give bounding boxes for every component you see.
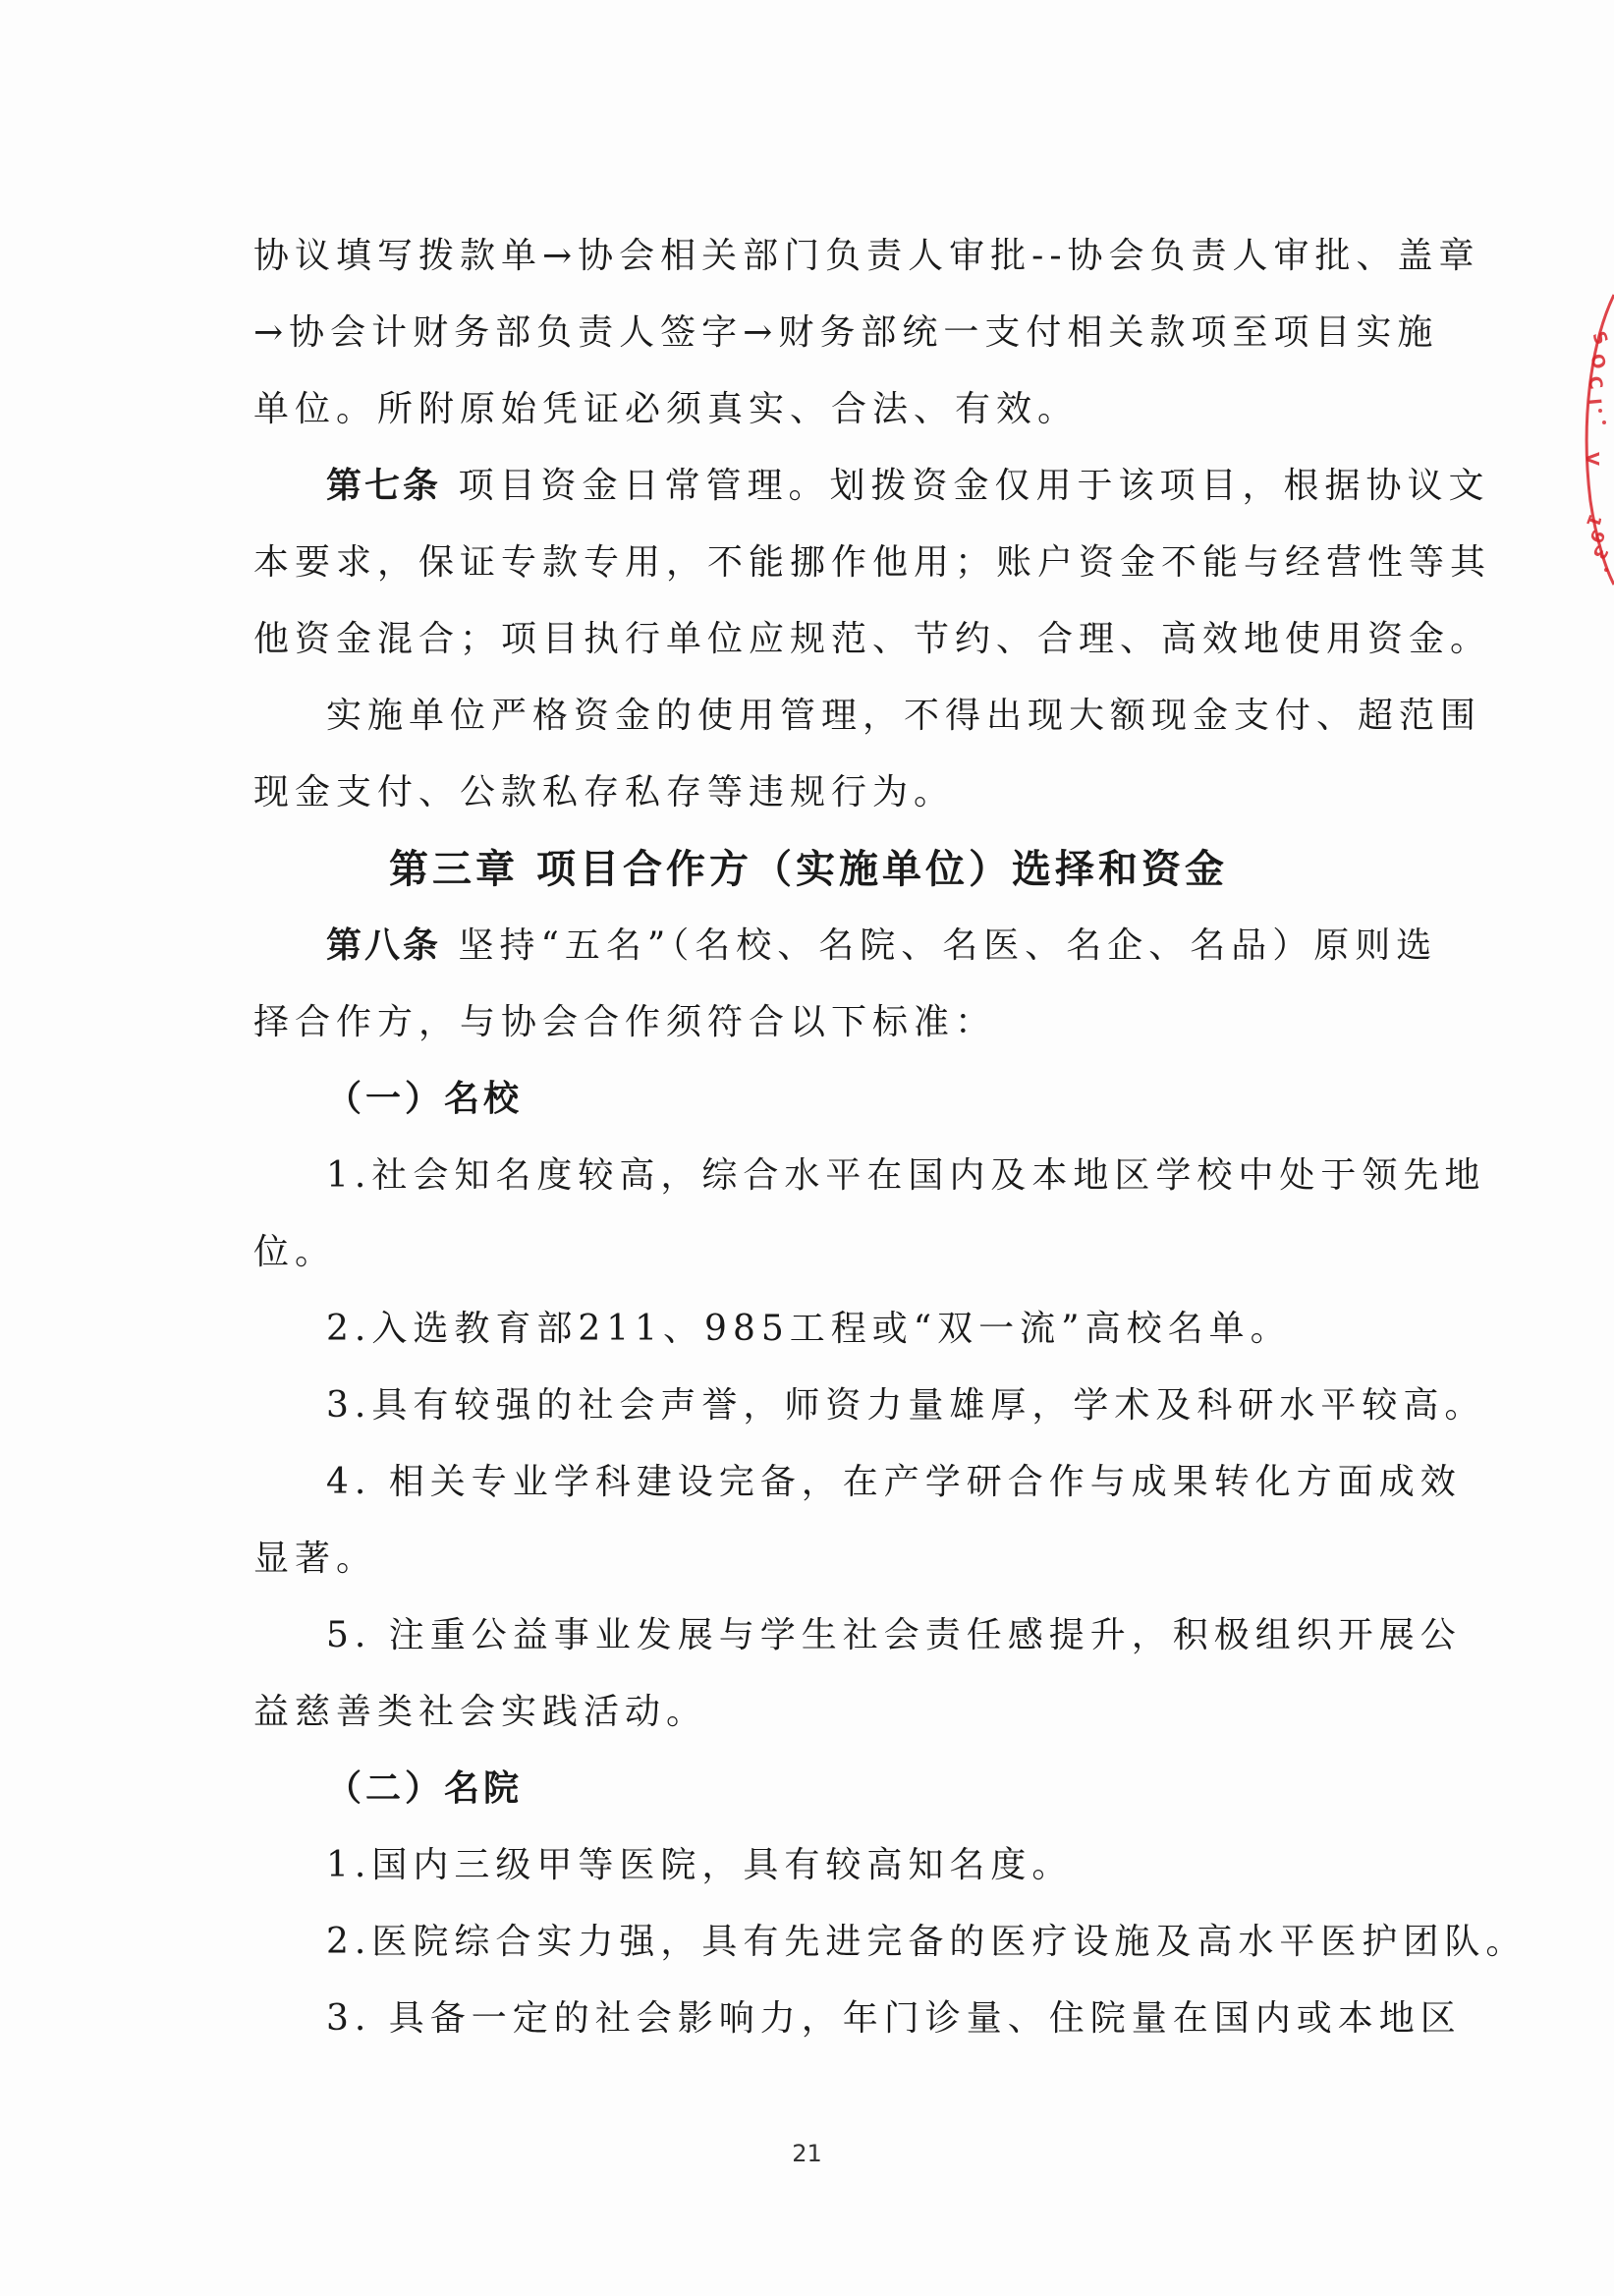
article-7-line-2: 本要求，保证专款专用，不能挪作他用；账户资金不能与经营性等其: [253, 542, 1492, 583]
svg-text:9: 9: [1585, 526, 1609, 547]
article-8-line-2: 择合作方，与协会合作须符合以下标准：: [253, 1002, 997, 1042]
article-8-label: 第八条: [326, 925, 442, 966]
section-famous-schools-heading: （一）名校: [326, 1079, 524, 1119]
school-item-1-line-2: 位。: [253, 1232, 337, 1272]
school-item-4-line-2: 显著。: [253, 1539, 378, 1579]
hospital-item-1: 1.国内三级甲等医院，具有较高知名度。: [326, 1845, 1074, 1885]
svg-text:S: S: [1587, 328, 1612, 348]
school-item-5-line-2: 益慈善类社会实践活动。: [253, 1692, 708, 1732]
school-item-3: 3.具有较强的社会声誉，师资力量雄厚，学术及科研水平较高。: [326, 1385, 1486, 1426]
school-item-4-line-1: 4. 相关专业学科建设完备，在产学研合作与成果转化方面成效: [326, 1462, 1462, 1502]
school-item-1-line-1: 1.社会知名度较高，综合水平在国内及本地区学校中处于领先地: [326, 1155, 1486, 1196]
article-7-label: 第七条: [326, 466, 442, 506]
paragraph-line-1: 协议填写拨款单→协会相关部门负责人审批--协会负责人审批、盖章: [253, 236, 1480, 276]
svg-text:O: O: [1586, 351, 1610, 372]
svg-text:C: C: [1584, 374, 1607, 391]
paragraph-line-8: 现金支付、公款私存私存等违规行为。: [253, 772, 956, 812]
document-body: [253, 218, 1528, 2057]
school-item-5-line-1: 5. 注重公益事业发展与学生社会责任感提升，积极组织开展公: [326, 1615, 1462, 1655]
seal-stamp-fragment: [1571, 285, 1614, 589]
section-famous-hospitals-heading: （二）名院: [326, 1768, 524, 1809]
svg-text:1: 1: [1582, 511, 1606, 531]
article-7-line-3: 他资金混合；项目执行单位应规范、节约、合理、高效地使用资金。: [253, 619, 1492, 659]
paragraph-line-7: 实施单位严格资金的使用管理，不得出现大额现金支付、超范围: [326, 696, 1482, 736]
article-7-line-1: 第七条 项目资金日常管理。划拨资金仅用于该项目，根据协议文: [326, 466, 1490, 506]
paragraph-line-2: →协会计财务部负责人签字→财务部统一支付相关款项至项目实施: [253, 312, 1439, 353]
hospital-item-3: 3. 具备一定的社会影响力，年门诊量、住院量在国内或本地区: [326, 1998, 1462, 2039]
svg-text:3: 3: [1587, 541, 1612, 563]
hospital-item-2: 2.医院综合实力强，具有先进完备的医疗设施及高水平医护团队。: [326, 1922, 1528, 1962]
chapter-3-heading: 第三章 项目合作方（实施单位）选择和资金: [389, 847, 1228, 892]
svg-text:I: I: [1584, 397, 1605, 407]
article-8-line-1: 第八条 坚持“五名”（名校、名院、名医、名企、名品）原则选: [326, 925, 1438, 966]
school-item-2: 2.入选教育部211、985工程或“双一流”高校名单。: [326, 1309, 1292, 1349]
page-number: 21: [792, 2140, 822, 2167]
svg-text:V: V: [1582, 452, 1602, 466]
paragraph-line-3: 单位。所附原始凭证必须真实、合法、有效。: [253, 389, 1080, 429]
